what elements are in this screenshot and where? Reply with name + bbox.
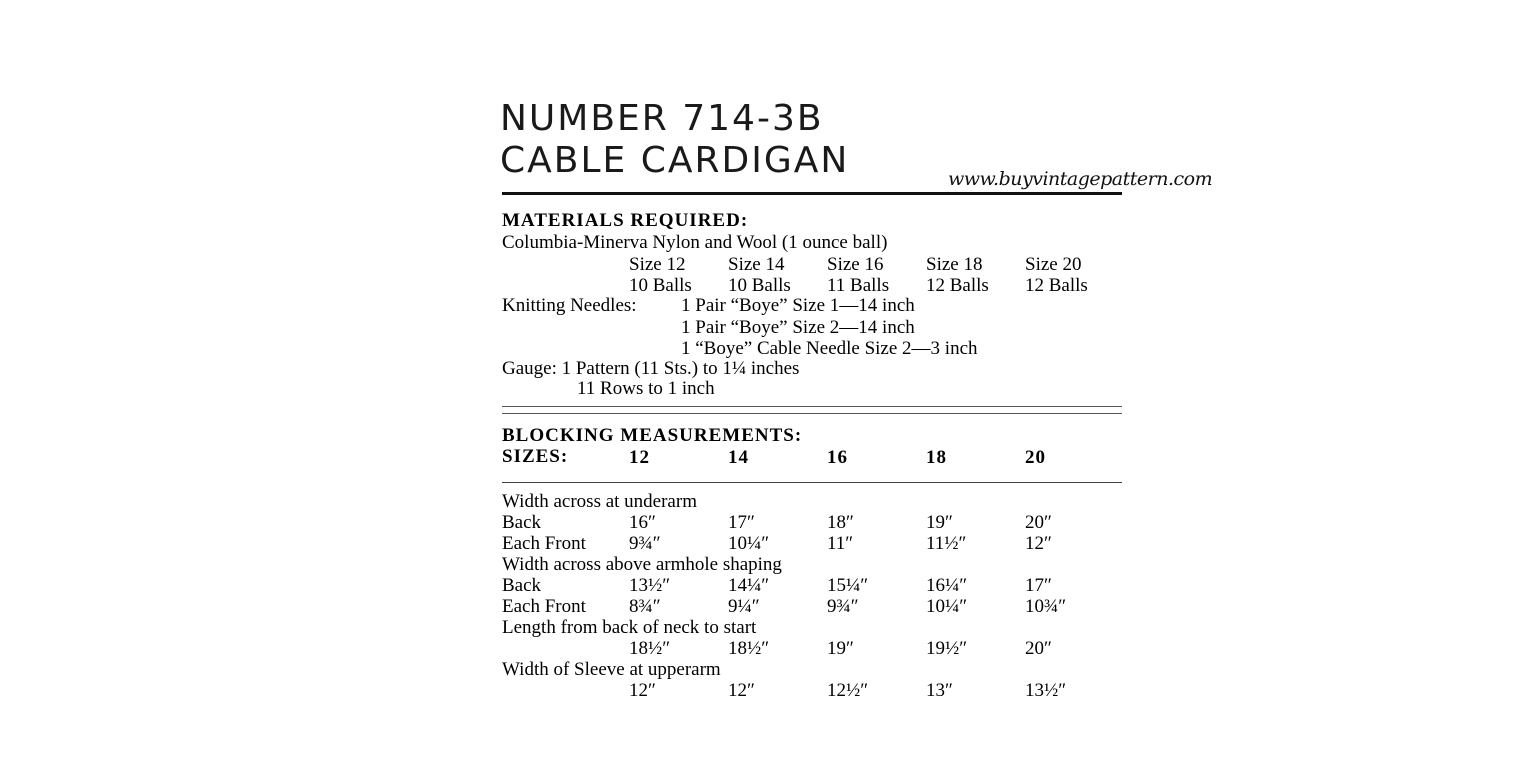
materials-heading: MATERIALS REQUIRED: (502, 210, 749, 231)
pattern-number-title: NUMBER 714-3B (500, 98, 824, 139)
measurement-value: 17″ (728, 512, 755, 533)
measurement-row-label: Each Front (502, 596, 586, 617)
size-header: 18 (926, 447, 947, 468)
measurement-value: 20″ (1025, 638, 1052, 659)
measurement-value: 9¾″ (629, 533, 661, 554)
table-divider (502, 482, 1122, 483)
measurement-row-label: Each Front (502, 533, 586, 554)
size-label: Size 18 (926, 254, 983, 275)
gauge-line: 11 Rows to 1 inch (577, 378, 715, 399)
measurement-value: 11″ (827, 533, 854, 554)
size-label: Size 20 (1025, 254, 1082, 275)
measurement-group-heading: Width across above armhole shaping (502, 554, 782, 575)
title-divider (502, 192, 1122, 195)
measurement-group-heading: Length from back of neck to start (502, 617, 757, 638)
section-divider (502, 406, 1122, 414)
needle-item: 1 Pair “Boye” Size 1—14 inch (681, 295, 915, 316)
blocking-heading: BLOCKING MEASUREMENTS: (502, 425, 803, 446)
size-header: 20 (1025, 447, 1046, 468)
size-header: 16 (827, 447, 848, 468)
measurement-value: 17″ (1025, 575, 1052, 596)
measurement-value: 15¼″ (827, 575, 869, 596)
balls-value: 12 Balls (926, 275, 989, 296)
measurement-row-label: Back (502, 512, 542, 533)
measurement-value: 18″ (827, 512, 854, 533)
size-label: Size 14 (728, 254, 785, 275)
size-header: 14 (728, 447, 749, 468)
size-label: Size 16 (827, 254, 884, 275)
measurement-value: 12½″ (827, 680, 869, 701)
measurement-value: 20″ (1025, 512, 1052, 533)
measurement-value: 8¾″ (629, 596, 661, 617)
measurement-group-heading: Width of Sleeve at upperarm (502, 659, 721, 680)
sizes-label: SIZES: (502, 446, 569, 467)
measurement-value: 13″ (926, 680, 953, 701)
measurement-value: 11½″ (926, 533, 967, 554)
needles-label: Knitting Needles: (502, 295, 637, 316)
measurement-value: 9¼″ (728, 596, 760, 617)
measurement-value: 19″ (827, 638, 854, 659)
measurement-value: 14¼″ (728, 575, 770, 596)
measurement-value: 19″ (926, 512, 953, 533)
measurement-value: 13½″ (1025, 680, 1067, 701)
measurement-value: 18½″ (629, 638, 671, 659)
measurement-value: 9¾″ (827, 596, 859, 617)
needle-item: 1 “Boye” Cable Needle Size 2—3 inch (681, 338, 978, 359)
balls-value: 10 Balls (629, 275, 692, 296)
measurement-value: 19½″ (926, 638, 968, 659)
size-header: 12 (629, 447, 650, 468)
measurement-value: 12″ (629, 680, 656, 701)
balls-value: 12 Balls (1025, 275, 1088, 296)
measurement-row-label: Back (502, 575, 542, 596)
balls-value: 10 Balls (728, 275, 791, 296)
measurement-value: 10¾″ (1025, 596, 1067, 617)
measurement-value: 13½″ (629, 575, 671, 596)
needle-item: 1 Pair “Boye” Size 2—14 inch (681, 317, 915, 338)
size-label: Size 12 (629, 254, 686, 275)
measurement-value: 12″ (1025, 533, 1052, 554)
measurement-value: 10¼″ (926, 596, 968, 617)
measurement-value: 16″ (629, 512, 656, 533)
measurement-value: 12″ (728, 680, 755, 701)
balls-value: 11 Balls (827, 275, 890, 296)
measurement-value: 16¼″ (926, 575, 968, 596)
measurement-value: 18½″ (728, 638, 770, 659)
pattern-name-title: CABLE CARDIGAN (500, 140, 850, 181)
yarn-description: Columbia-Minerva Nylon and Wool (1 ounce ball) (502, 232, 888, 253)
measurement-value: 10¼″ (728, 533, 770, 554)
measurement-group-heading: Width across at underarm (502, 491, 697, 512)
gauge-line: Gauge: 1 Pattern (11 Sts.) to 1¼ inches (502, 358, 800, 379)
watermark-text: www.buyvintagepattern.com (948, 168, 1213, 190)
